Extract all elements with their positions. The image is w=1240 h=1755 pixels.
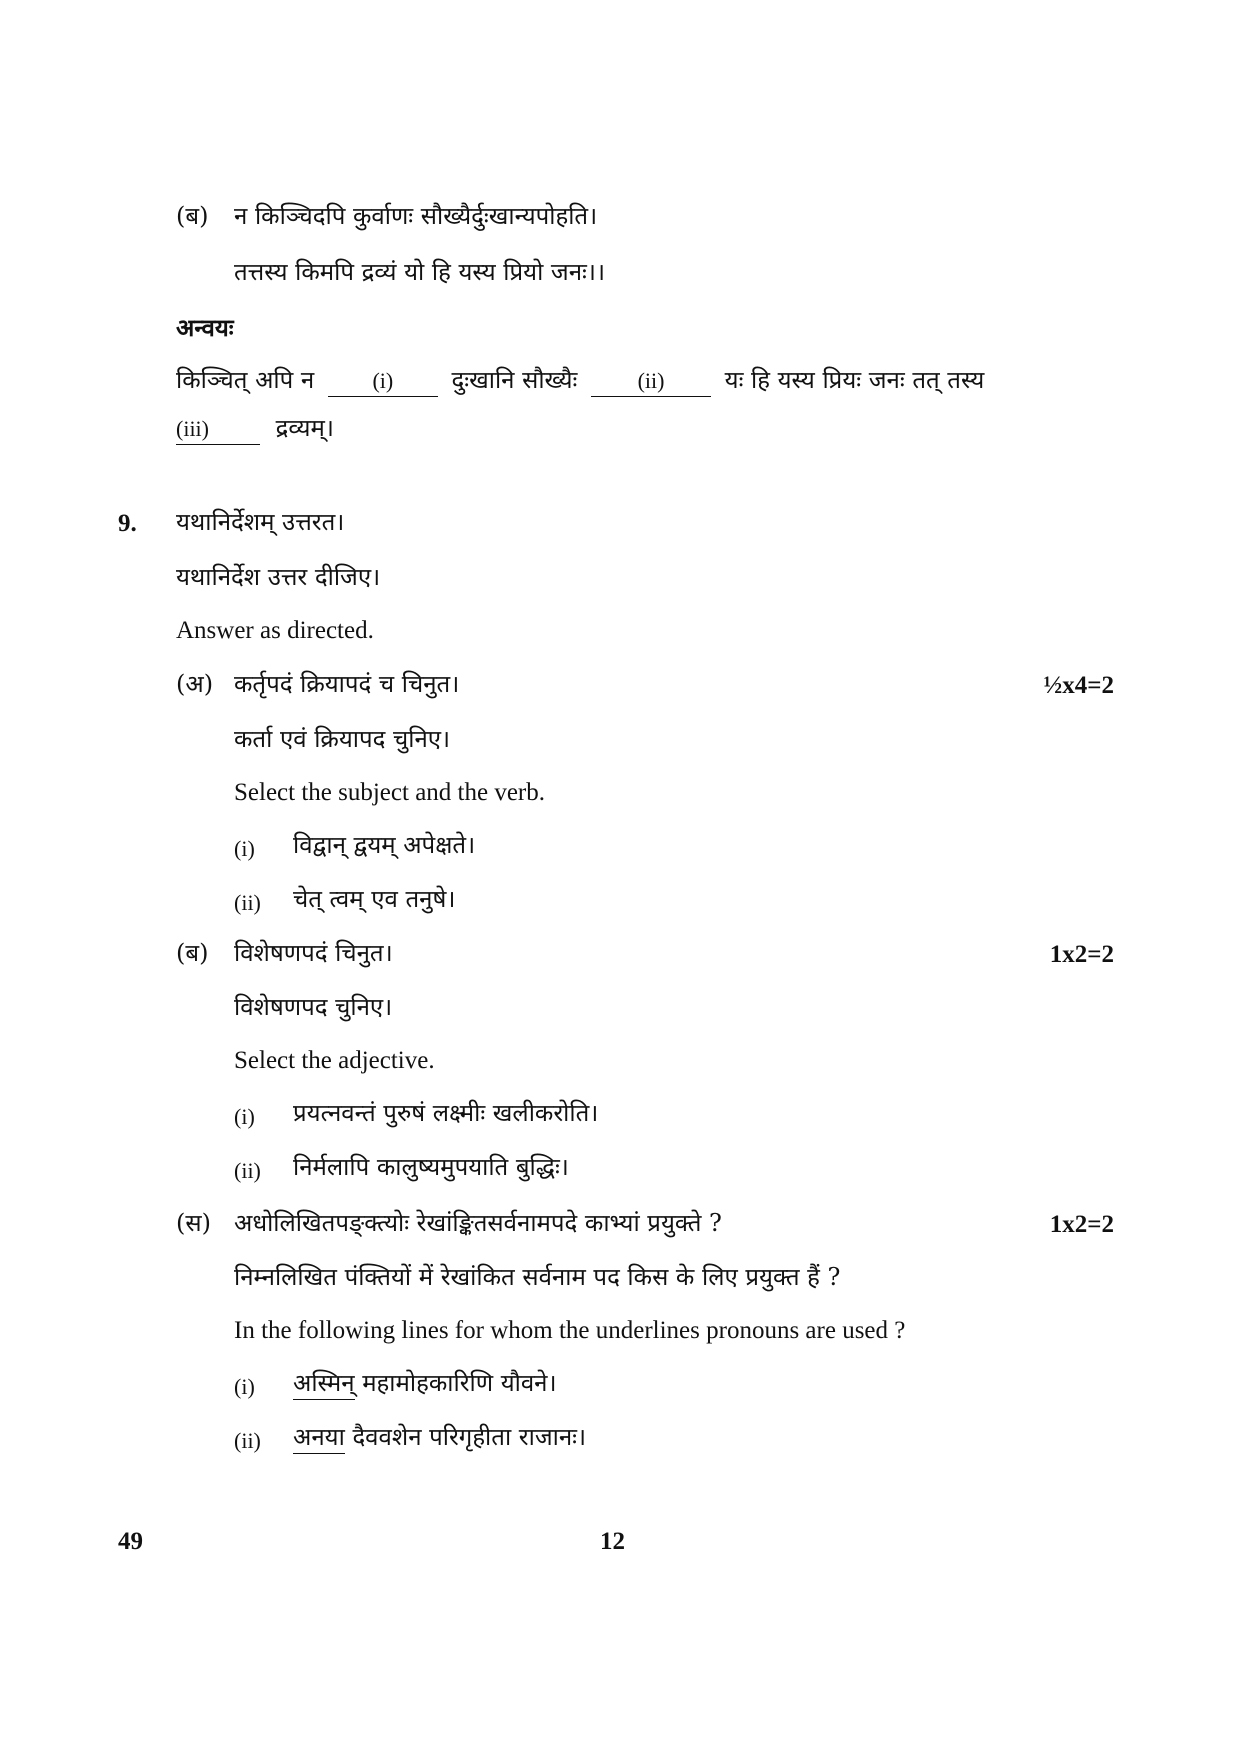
part-c-item-text bbox=[293, 1422, 586, 1452]
verse-label: (ब) bbox=[176, 202, 209, 230]
anvaya-segment: किञ्चित् अपि न bbox=[176, 366, 315, 394]
part-b-item-text: निर्मलापि कालुष्यमुपयाति बुद्धिः। bbox=[293, 1153, 569, 1181]
part-b-marks: 1x2=2 bbox=[1049, 941, 1114, 968]
part-c-item-text bbox=[293, 1368, 557, 1398]
part-c-question-sanskrit: अधोलिखितपङ्क्त्योः रेखांङ्कितसर्वनामपदे काभ्यां प्रयुक्ते ? bbox=[234, 1209, 722, 1237]
anvaya-segment: यः हि यस्य प्रियः जनः तत् तस्य bbox=[724, 366, 985, 394]
item-rest: दैववशेन परिगृहीता राजानः। bbox=[352, 1423, 587, 1451]
paper-code: 49 bbox=[118, 1528, 143, 1555]
part-a-question-hindi: कर्ता एवं क्रियापद चुनिए। bbox=[234, 725, 451, 753]
item-rest: महामोहकारिणि यौवने। bbox=[362, 1369, 557, 1397]
part-b-item-text: प्रयत्नवन्तं पुरुषं लक्ष्मीः खलीकरोति। bbox=[293, 1099, 599, 1127]
anvaya-segment: द्रव्यम्। bbox=[275, 414, 334, 442]
part-c-item-number: (ii) bbox=[234, 1428, 261, 1453]
q9-instruction-english: Answer as directed. bbox=[176, 617, 374, 644]
part-c-question-english: In the following lines for whom the underlines pronouns are used ? bbox=[234, 1317, 906, 1344]
part-a-item-text: विद्वान् द्वयम् अपेक्षते। bbox=[293, 831, 476, 859]
anvaya-blank-i: (i) bbox=[328, 366, 438, 397]
page-number: 12 bbox=[600, 1528, 625, 1555]
part-b-item-number: (ii) bbox=[234, 1158, 261, 1183]
q9-instruction-hindi: यथानिर्देश उत्तर दीजिए। bbox=[176, 563, 381, 591]
part-b-question-sanskrit: विशेषणपदं चिनुत। bbox=[234, 939, 393, 967]
anvaya-blank-ii: (ii) bbox=[591, 366, 711, 397]
part-a-question-english: Select the subject and the verb. bbox=[234, 779, 545, 806]
part-a-marks: ½x4=2 bbox=[1043, 672, 1114, 699]
part-b-question-hindi: विशेषणपद चुनिए। bbox=[234, 993, 393, 1021]
verse-line-2: तत्तस्य किमपि द्रव्यं यो हि यस्य प्रियो जनः।। bbox=[234, 258, 606, 286]
anvaya-blank-iii: (iii) bbox=[176, 414, 260, 445]
part-c-label: (स) bbox=[176, 1209, 211, 1237]
verse-line-1: न किञ्चिदपि कुर्वाणः सौख्यैर्दुःखान्यपोहति। bbox=[234, 202, 598, 230]
part-b-question-english: Select the adjective. bbox=[234, 1047, 435, 1074]
anvaya-line-1 bbox=[176, 365, 984, 397]
part-a-label: (अ) bbox=[176, 670, 214, 698]
part-a-item-number: (ii) bbox=[234, 890, 261, 915]
question-number: 9. bbox=[118, 510, 137, 537]
part-c-question-hindi: निम्नलिखित पंक्तियों में रेखांकित सर्वनाम पद किस के लिए प्रयुक्त हैं ? bbox=[234, 1263, 841, 1291]
part-a-question-sanskrit: कर्तृपदं क्रियापदं च चिनुत। bbox=[234, 670, 460, 698]
part-a-item-number: (i) bbox=[234, 836, 255, 861]
underlined-pronoun: अनया bbox=[293, 1423, 345, 1454]
anvaya-line-2 bbox=[176, 413, 334, 445]
anvaya-heading: अन्वयः bbox=[176, 313, 234, 342]
q9-instruction-sanskrit: यथानिर्देशम् उत्तरत। bbox=[176, 508, 345, 536]
part-b-label: (ब) bbox=[176, 939, 209, 967]
underlined-pronoun: अस्मिन् bbox=[293, 1369, 355, 1400]
part-c-item-number: (i) bbox=[234, 1374, 255, 1399]
part-b-item-number: (i) bbox=[234, 1104, 255, 1129]
anvaya-segment: दुःखानि सौख्यैः bbox=[451, 366, 578, 394]
part-c-marks: 1x2=2 bbox=[1049, 1211, 1114, 1238]
part-a-item-text: चेत् त्वम् एव तनुषे। bbox=[293, 885, 456, 913]
